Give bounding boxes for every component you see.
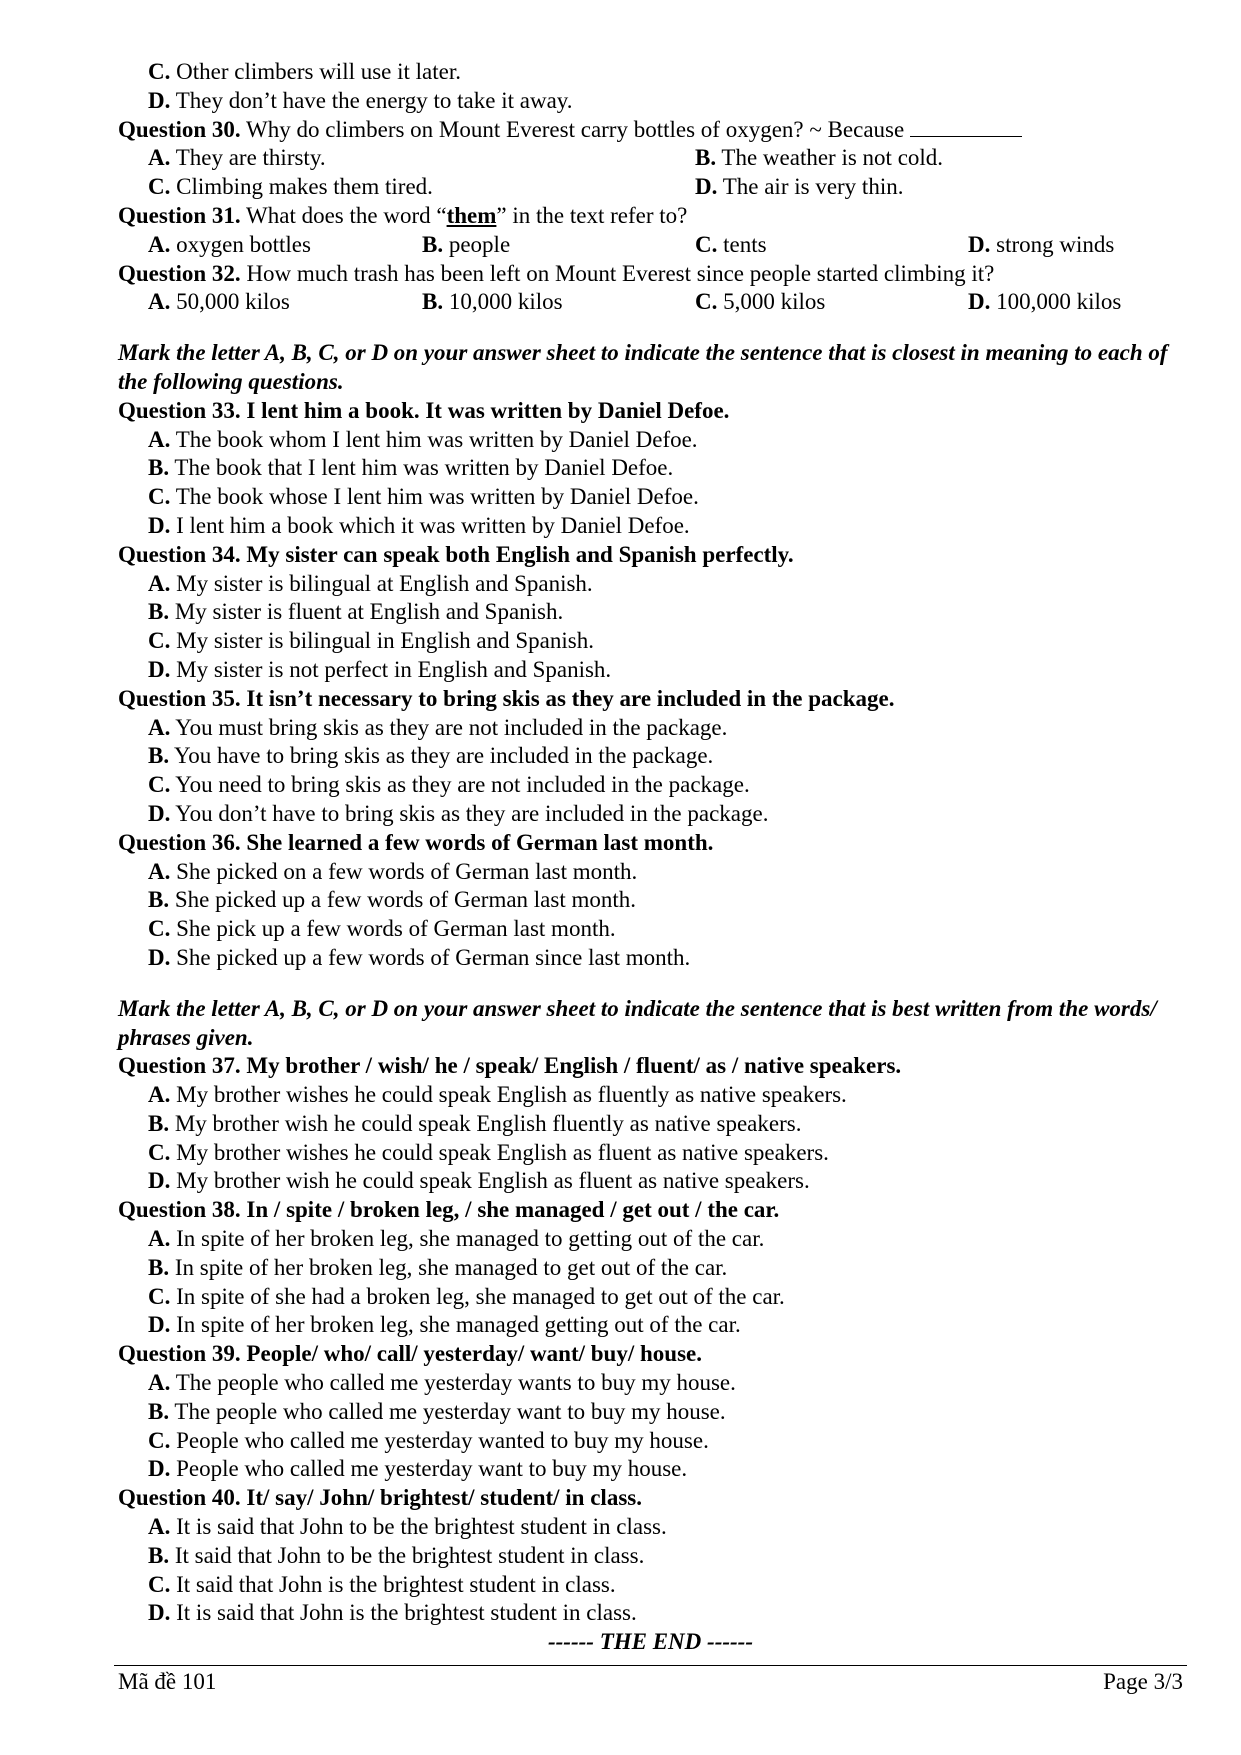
q40-option-b: B. It said that John to be the brightest student in class.: [148, 1542, 645, 1568]
q33-option-c: C. The book whose I lent him was written by Daniel Defoe.: [148, 484, 699, 510]
q36-option-b: B. She picked up a few words of German last month.: [148, 887, 637, 913]
q33-option-d: D. I lent him a book which it was written by Daniel Defoe.: [148, 512, 690, 538]
q36-option-c: C. She pick up a few words of German last month.: [148, 916, 616, 942]
q40-option-c: C. It said that John is the brightest student in class.: [148, 1571, 616, 1597]
q39-option-b: B. The people who called me yesterday want to buy my house.: [148, 1398, 726, 1424]
q32-stem: Question 32. How much trash has been left on Mount Everest since people started climbing it?: [118, 260, 995, 286]
q33-option-a: A. The book whom I lent him was written by Daniel Defoe.: [148, 426, 698, 452]
q38-option-b: B. In spite of her broken leg, she managed to get out of the car.: [148, 1254, 728, 1280]
q30-option-b: B. The weather is not cold.: [695, 145, 944, 171]
q35-option-b: B. You have to bring skis as they are included in the package.: [148, 743, 714, 769]
footer-divider: [114, 1665, 1187, 1666]
q35-option-a: A. You must bring skis as they are not included in the package.: [148, 714, 728, 740]
exam-page: [118, 58, 1183, 1657]
q32-option-b: B. 10,000 kilos: [422, 289, 563, 315]
answer-blank: [910, 118, 1022, 137]
q35-option-c: C. You need to bring skis as they are not included in the package.: [148, 772, 750, 798]
q31-options: [118, 231, 1183, 260]
q39-option-c: C. People who called me yesterday wanted to buy my house.: [148, 1427, 709, 1453]
q30-options-cd: [118, 173, 1183, 202]
q30-option-a: A. They are thirsty.: [148, 145, 326, 171]
q40-option-a: A. It is said that John to be the brightest student in class.: [148, 1514, 667, 1540]
exam-code: Mã đề 101: [118, 1669, 217, 1694]
q37-option-b: B. My brother wish he could speak English fluently as native speakers.: [148, 1110, 802, 1136]
section-instruction-closest-meaning: Mark the letter A, B, C, or D on your answer sheet to indicate the sentence that is closest in meaning to each of the following questions.: [118, 340, 1168, 394]
q32-options: [118, 288, 1183, 317]
q35-title: Question 35. It isn’t necessary to bring skis as they are included in the package.: [118, 685, 895, 711]
section-instruction-best-written: Mark the letter A, B, C, or D on your answer sheet to indicate the sentence that is best written from the words/ phrases given.: [118, 995, 1157, 1050]
q36-option-a: A. She picked on a few words of German last month.: [148, 858, 638, 884]
q38-option-a: A. In spite of her broken leg, she managed to getting out of the car.: [148, 1226, 765, 1252]
q32-option-a: A. 50,000 kilos: [148, 289, 290, 315]
q37-option-c: C. My brother wishes he could speak English as fluent as native speakers.: [148, 1139, 829, 1165]
q30-option-d: D. The air is very thin.: [695, 174, 904, 200]
q30-options-ab: [118, 144, 1183, 173]
q38-option-d: D. In spite of her broken leg, she managed getting out of the car.: [148, 1312, 741, 1338]
q34-title: Question 34. My sister can speak both English and Spanish perfectly.: [118, 541, 794, 567]
q34-option-b: B. My sister is fluent at English and Spanish.: [148, 599, 564, 625]
q38-title: Question 38. In / spite / broken leg, / she managed / get out / the car.: [118, 1197, 780, 1223]
q31-option-b: B. people: [422, 231, 511, 257]
q35-option-d: D. You don’t have to bring skis as they are included in the package.: [148, 800, 769, 826]
q33-title: Question 33. I lent him a book. It was written by Daniel Defoe.: [118, 397, 730, 423]
q40-option-d: D. It is said that John is the brightest student in class.: [148, 1600, 637, 1626]
q33-option-b: B. The book that I lent him was written by Daniel Defoe.: [148, 455, 674, 481]
the-end-marker: ------ THE END ------: [547, 1629, 753, 1655]
q39-option-a: A. The people who called me yesterday wants to buy my house.: [148, 1370, 736, 1396]
q30-stem: Question 30. Why do climbers on Mount Everest carry bottles of oxygen? ~ Because: [118, 116, 1183, 145]
q34-option-d: D. My sister is not perfect in English and Spanish.: [148, 656, 612, 682]
q32-option-d: D. 100,000 kilos: [968, 289, 1122, 315]
q40-title: Question 40. It/ say/ John/ brightest/ student/ in class.: [118, 1485, 642, 1511]
q31-option-c: C. tents: [695, 231, 767, 257]
q38-option-c: C. In spite of she had a broken leg, she managed to get out of the car.: [148, 1283, 785, 1309]
q34-option-a: A. My sister is bilingual at English and Spanish.: [148, 570, 593, 596]
q29-option-d: D. They don’t have the energy to take it away.: [148, 87, 573, 113]
q31-stem: Question 31. What does the word “them” in the text refer to?: [118, 202, 688, 228]
q36-option-d: D. She picked up a few words of German since last month.: [148, 944, 691, 970]
q31-option-d: D. strong winds: [968, 231, 1115, 257]
q30-option-c: C. Climbing makes them tired.: [148, 174, 433, 200]
q37-title: Question 37. My brother / wish/ he / speak/ English / fluent/ as / native speakers.: [118, 1053, 902, 1079]
q29-option-c: C. Other climbers will use it later.: [148, 59, 461, 84]
q34-option-c: C. My sister is bilingual in English and Spanish.: [148, 628, 594, 654]
q39-title: Question 39. People/ who/ call/ yesterday/ want/ buy/ house.: [118, 1341, 702, 1367]
q36-title: Question 36. She learned a few words of German last month.: [118, 829, 714, 855]
q37-option-d: D. My brother wish he could speak English as fluent as native speakers.: [148, 1168, 810, 1194]
q31-option-a: A. oxygen bottles: [148, 231, 311, 257]
q37-option-a: A. My brother wishes he could speak English as fluently as native speakers.: [148, 1082, 847, 1108]
page-number: Page 3/3: [1103, 1669, 1183, 1694]
q32-option-c: C. 5,000 kilos: [695, 289, 826, 315]
q39-option-d: D. People who called me yesterday want to buy my house.: [148, 1456, 688, 1482]
